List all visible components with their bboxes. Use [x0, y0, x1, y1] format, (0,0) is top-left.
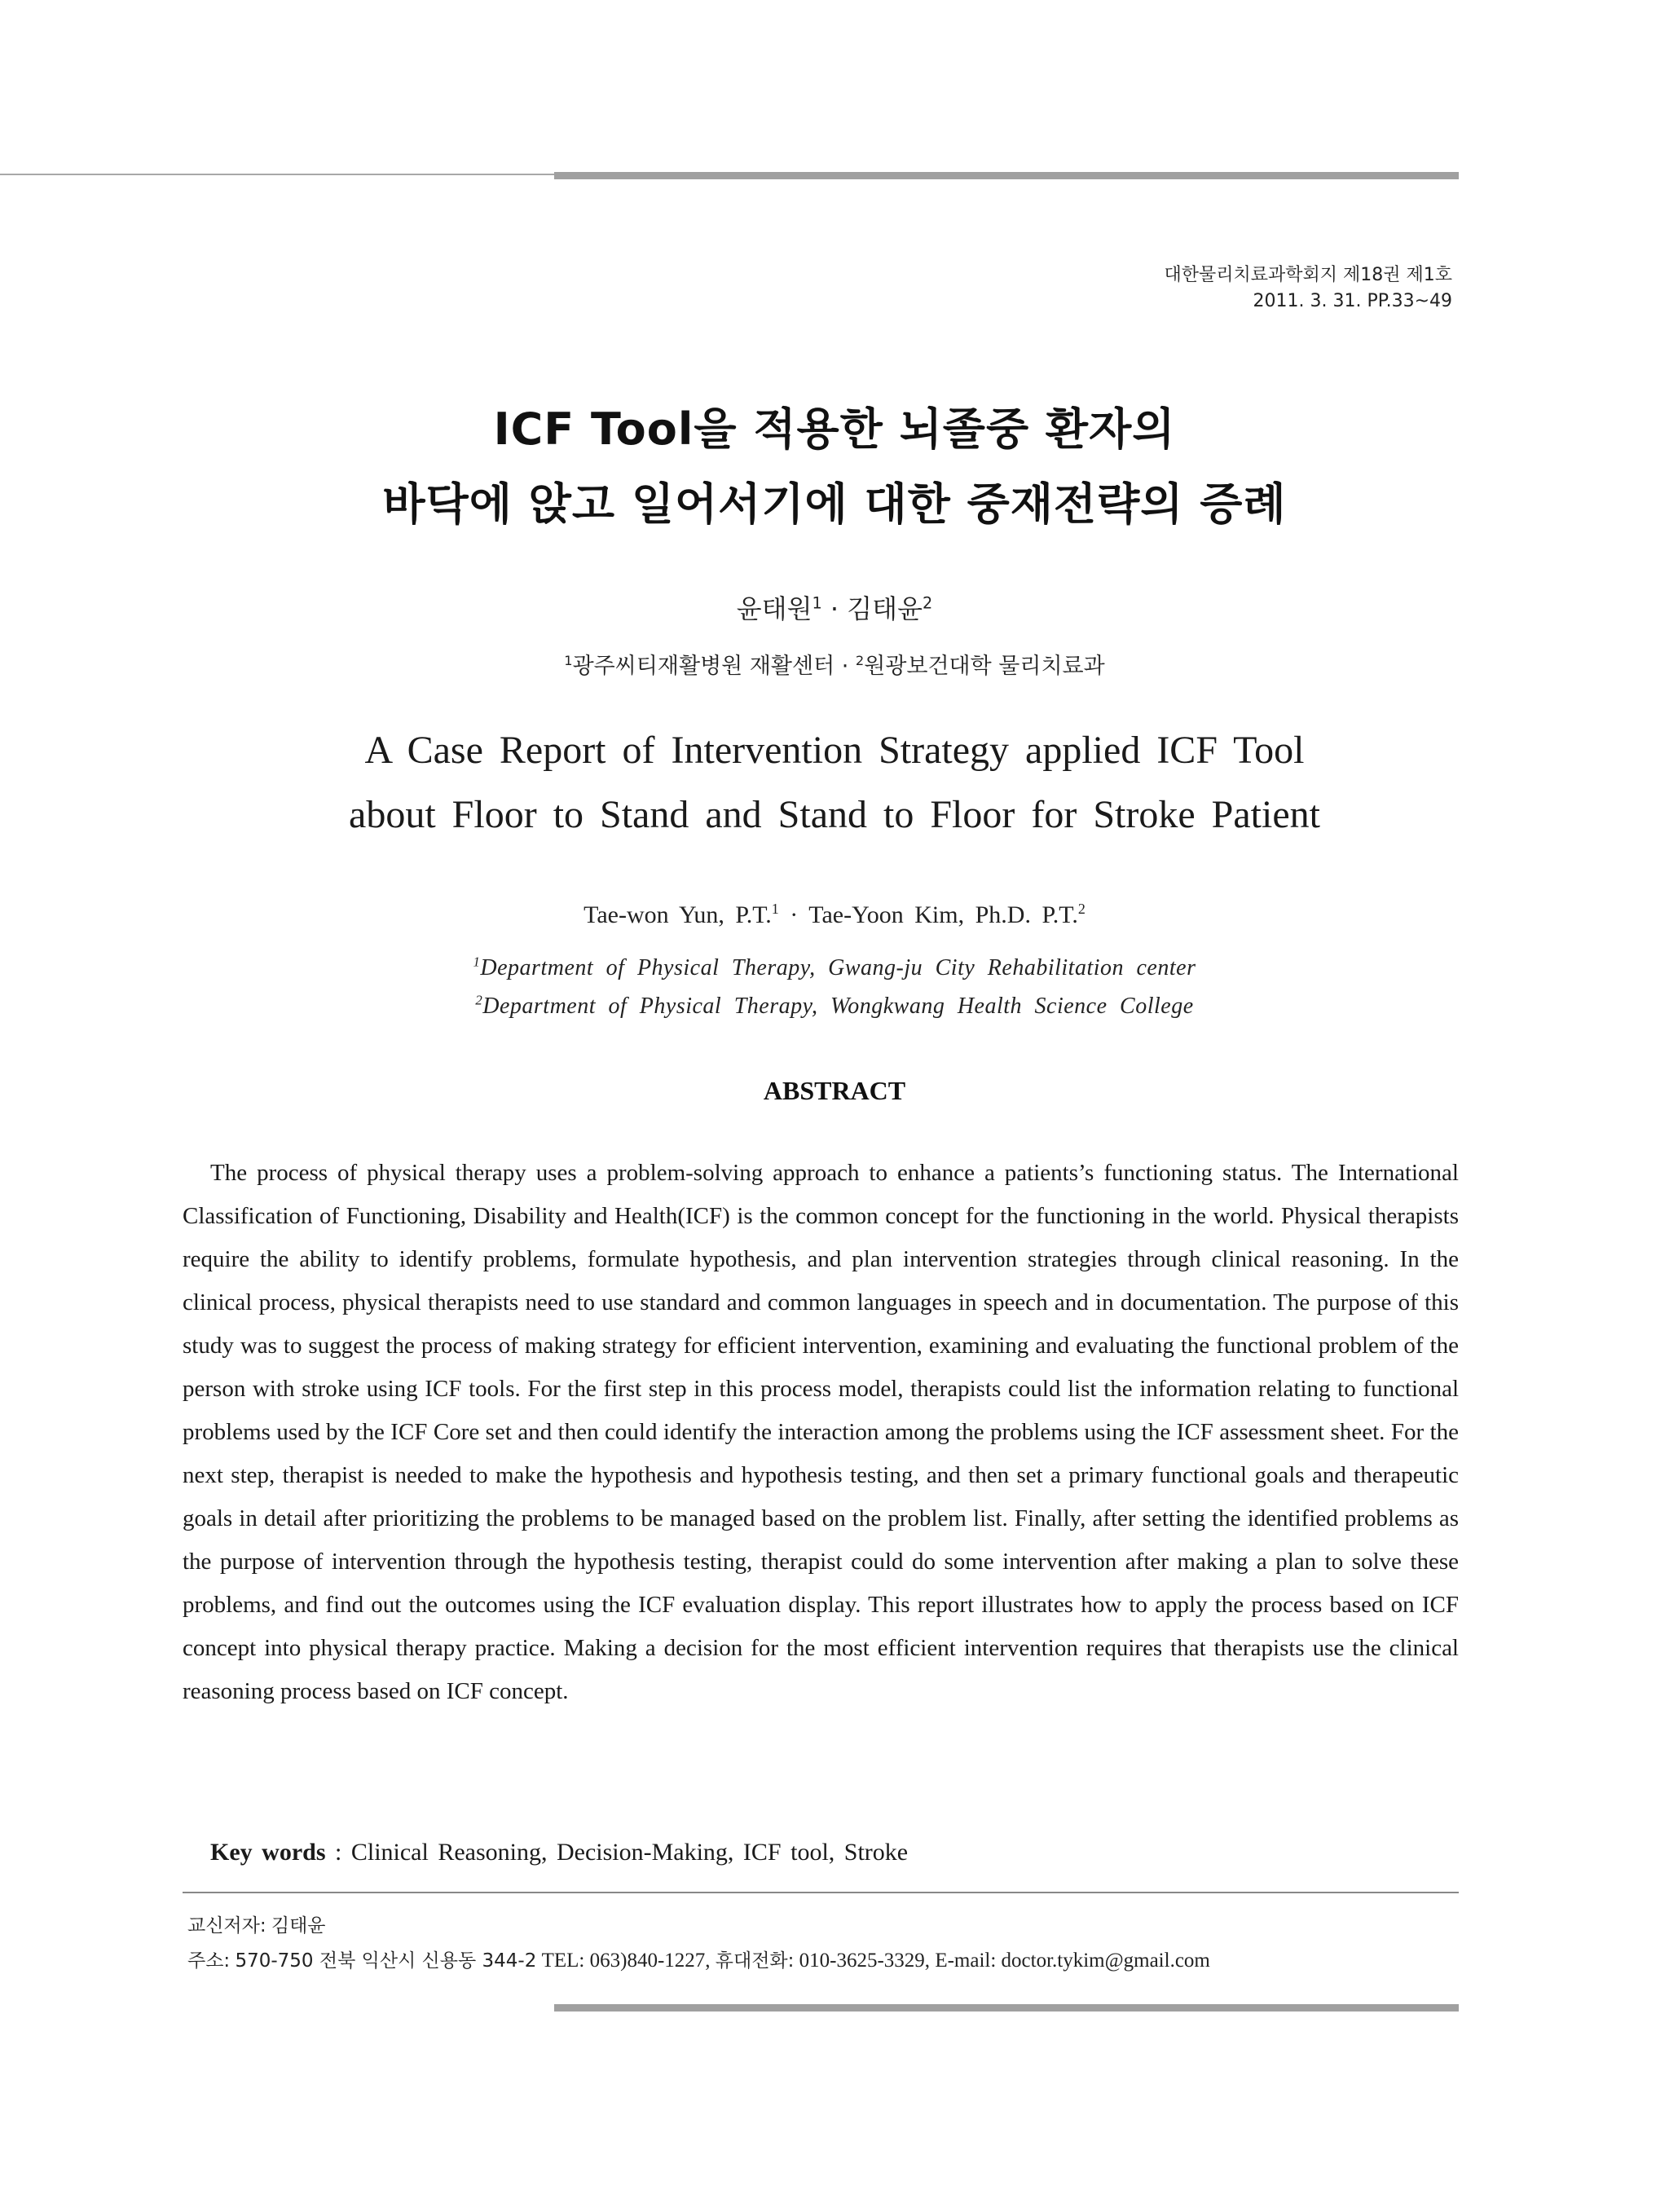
tel-value: TEL: 063)840-1227,: [541, 1950, 711, 1972]
author-kr-2-mark: 2: [923, 593, 933, 613]
affil-kr-2: 원광보건대학 물리치료과: [864, 654, 1105, 679]
keywords-items: Clinical Reasoning, Decision-Making, ICF tool, Stroke: [350, 1839, 909, 1866]
author-en-1-mark: 1: [771, 901, 779, 917]
journal-info: [1164, 262, 1452, 315]
authors-en: [0, 901, 1669, 929]
header-rule-thin: [0, 174, 554, 175]
keywords: [210, 1839, 908, 1866]
title-kr-line2: 바닥에 앉고 일어서기에 대한 중재전략의 증례: [382, 478, 1287, 530]
affil-kr-1-mark: 1: [564, 653, 573, 668]
title-en-line1: A Case Report of Intervention Strategy applied ICF Tool: [364, 729, 1305, 772]
author-kr-2: 김태윤: [847, 593, 923, 624]
title-en-line2: about Floor to Stand and Stand to Floor for Stroke Patient: [349, 793, 1320, 836]
correspondence-name: 김태윤: [271, 1915, 326, 1937]
mobile-value: 010-3625-3329,: [799, 1950, 931, 1972]
address-label: 주소:: [187, 1950, 231, 1972]
author-kr-1-mark: 1: [812, 593, 822, 613]
keywords-separator: :: [325, 1839, 351, 1866]
affil-kr-1: 광주씨티재활병원 재활센터: [572, 654, 835, 679]
correspondence-author: [187, 1910, 326, 1937]
correspondence-label: 교신저자:: [187, 1915, 266, 1937]
author-en-2-mark: 2: [1077, 901, 1086, 917]
affiliation-en-2: [0, 994, 1669, 1020]
journal-date-pages: 2011. 3. 31. PP.33~49: [1253, 291, 1452, 311]
header-rule-thick: [554, 172, 1459, 179]
email-value: E-mail: doctor.tykim@gmail.com: [935, 1950, 1210, 1972]
keywords-label: Key words: [210, 1839, 326, 1866]
affil-en-2-mark: 2: [475, 992, 483, 1008]
authors-kr: [0, 588, 1669, 626]
journal-name: 대한물리치료과학회지 제18권 제1호: [1164, 265, 1452, 285]
affiliations-kr: [0, 648, 1669, 680]
correspondence-contact: [187, 1945, 1210, 1972]
author-kr-separator: ·: [821, 593, 848, 624]
address-value: 570-750 전북 익산시 신용동 344-2: [235, 1950, 537, 1972]
abstract-body: The process of physical therapy uses a problem-solving approach to enhance a patients’s functioning status. The International Classification of Functioning, Disability and Health(ICF) is the common concept for the functioning in the world. Physical therapists require the ability to identify problems, formulate hypothesis, and plan intervention strategies through clinical reasoning. In the clinical process, physical therapists need to use standard and common languages in speech and in documentation. The purpose of this study was to suggest the process of making strategy for efficient intervention, examining and evaluating the functional problem of the person with stroke using ICF tools. For the first step in this process model, therapists could list the information relating to functional problems used by the ICF Core set and then could identify the interaction among the problems using the ICF assessment sheet. For the next step, therapist is needed to make the hypothesis and hypothesis testing, and then set a primary functional goals and therapeutic goals in detail after prioritizing the problems to be managed based on the problem list. Finally, after setting the identified problems as the purpose of intervention through the hypothesis testing, therapist could do some intervention after making a plan to solve these problems, and find out the outcomes using the ICF evaluation display. This report illustrates how to apply the process based on ICF concept into physical therapy practice. Making a decision for the most efficient intervention requires that therapists use the clinical reasoning process based on ICF concept.: [183, 1160, 1459, 1704]
author-en-2: Tae-Yoon Kim, Ph.D. P.T.: [808, 901, 1078, 928]
title-kr-line1: ICF Tool을 적용한 뇌졸중 환자의: [493, 403, 1176, 455]
author-kr-1: 윤태원: [736, 593, 812, 624]
affil-en-1-mark: 1: [473, 954, 481, 970]
affil-kr-separator: ·: [834, 654, 856, 679]
affil-en-1-text: Department of Physical Therapy, Gwang-ju City Rehabilitation center: [480, 955, 1196, 980]
affiliation-en-1: [0, 955, 1669, 981]
mobile-label: 휴대전화:: [715, 1950, 795, 1972]
author-en-1: Tae-won Yun, P.T.: [583, 901, 772, 928]
footnote-rule: [183, 1892, 1459, 1893]
author-en-separator: ·: [778, 901, 809, 928]
affil-en-2-text: Department of Physical Therapy, Wongkwang Health Science College: [482, 994, 1194, 1019]
affil-kr-2-mark: 2: [855, 653, 865, 668]
footer-rule-thick: [554, 2004, 1459, 2012]
abstract-heading: ABSTRACT: [763, 1076, 906, 1105]
